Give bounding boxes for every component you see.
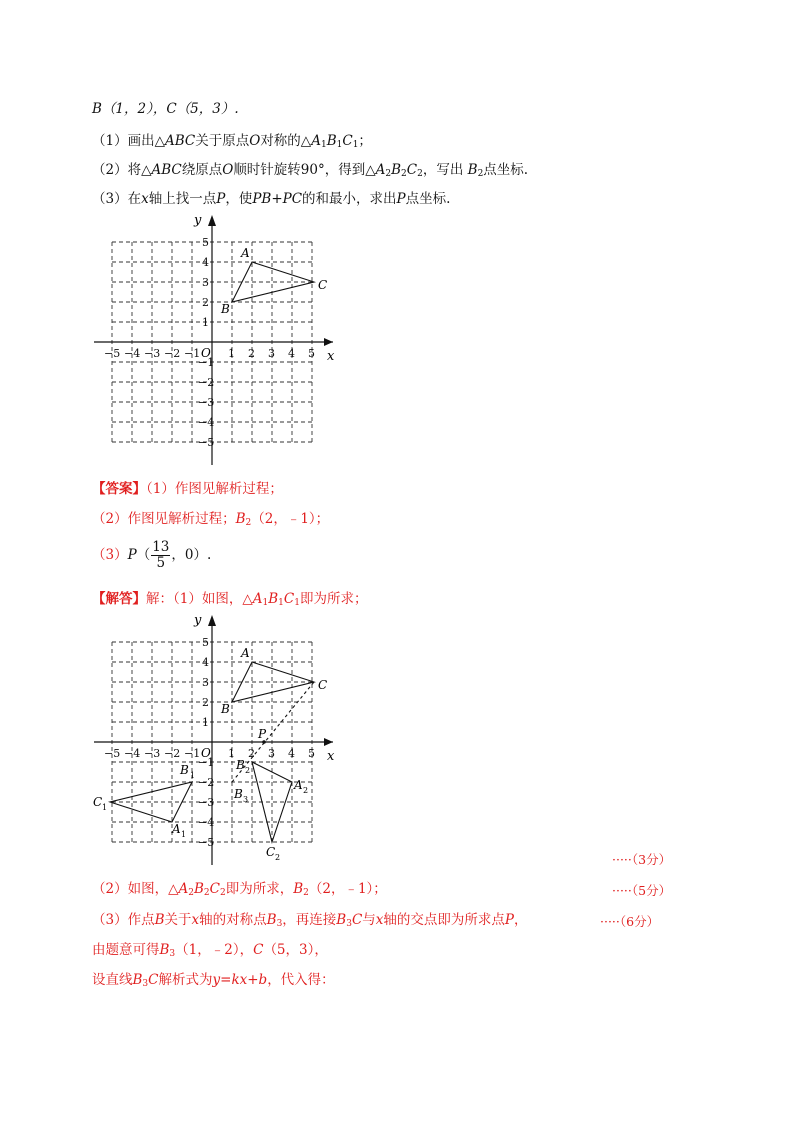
solution-s5-prefix: 设直线: [92, 972, 133, 988]
x-tick-label: 2: [248, 747, 255, 760]
solution-1: 【解答】解：（1）如图，$\triangle A_1B_1C_1$即为所求；: [92, 591, 368, 608]
x-tick-label: 4: [288, 347, 295, 360]
label-b3: B: [234, 787, 243, 801]
solution-s3-mid4: 与: [362, 912, 376, 928]
answer-2: （2）作图见解析过程；$B_2(2$，﹣1）；: [92, 511, 330, 528]
fraction: [151, 540, 170, 571]
solution-s4-prefix: 由题意可得: [92, 942, 160, 958]
q3-p2: P: [396, 191, 406, 207]
q2-o: O: [222, 162, 234, 178]
solution-s2-prefix: （2）如图，: [92, 881, 169, 897]
x-axis-arrow-icon: [324, 738, 333, 746]
q3-mid2: ，使: [225, 191, 253, 207]
question-3: [92, 190, 450, 208]
y-tick-label: 5: [202, 236, 209, 249]
solution-s3-mid3: ，再连接: [282, 912, 337, 928]
q2-mid2: 顺时针旋转90°，得到△: [233, 162, 376, 178]
solution-4: 由题意可得$B_3(1$，﹣2），C（5，3），: [92, 942, 328, 959]
solution-3: （3）作点B关于x轴的对称点$B_3$，再连接$B_3C$与x轴的交点即为所求点P，: [92, 912, 528, 929]
answer-a2-coord: （2，﹣1）；: [251, 511, 330, 527]
answer-tag: 【答案】: [92, 481, 146, 497]
label-c1-sub: 1: [102, 803, 108, 812]
origin-label: O: [201, 746, 211, 760]
x-tick-label: 1: [228, 347, 235, 360]
answer-a1: （1）作图见解析过程；: [146, 481, 283, 497]
x-tick-label: −5: [104, 347, 121, 360]
x-axis-label: x: [327, 349, 335, 364]
solution-s3-mid: 关于: [164, 912, 192, 928]
y-tick-label: 4: [202, 256, 209, 269]
x-tick-label: −3: [144, 347, 161, 360]
q2-b2: 点坐标.: [483, 162, 529, 178]
solution-s3-mid5: 轴的交点即为所求点: [383, 912, 505, 928]
triangle-a2b2c2: [252, 762, 292, 842]
score-6: ·····（6分）: [600, 914, 660, 929]
label-c: C: [318, 678, 328, 692]
x-tick-label: 1: [228, 747, 235, 760]
label-b2-sub: 2: [245, 766, 251, 775]
x-tick-label: 5: [308, 347, 315, 360]
x-tick-label: −1: [184, 347, 201, 360]
solution-s4-coord: （1，﹣2），: [175, 942, 254, 958]
label-a: A: [241, 646, 250, 660]
x-tick-label: −4: [124, 347, 141, 360]
solution-s3-mid2: 轴的对称点: [199, 912, 267, 928]
y-tick-label: 1: [202, 716, 209, 729]
solution-2: （2）如图，$\triangle A_2B_2C_2$即为所求，$B_2(2$，﹣1）；: [92, 881, 387, 898]
x-tick-label: −3: [144, 747, 161, 760]
q3-pbpc: PB+PC: [252, 191, 303, 207]
q1-prefix: （1）画出△: [92, 133, 165, 149]
coordinate-graph-2: [90, 610, 350, 870]
y-tick-label: −3: [198, 796, 215, 809]
q2-mid: 绕原点: [181, 162, 223, 178]
y-tick-label: −5: [198, 436, 215, 449]
y-tick-label: 4: [202, 656, 209, 669]
q3-p: P: [216, 191, 226, 207]
label-c2-sub: 2: [275, 853, 281, 862]
x-tick-label: −5: [104, 747, 121, 760]
x-tick-label: −4: [124, 747, 141, 760]
q3-prefix: （3）在: [92, 191, 142, 207]
label-c: C: [318, 278, 328, 292]
solution-s5-eq: y=kx+b: [212, 972, 268, 988]
score-5: ·····（5分）: [612, 883, 672, 898]
answer-3: （3）P（ $\frac{13}{5}$ ，0）.: [92, 539, 212, 571]
y-axis-label: y: [194, 613, 202, 628]
x-tick-label: 3: [268, 747, 275, 760]
x-tick-label: −2: [164, 347, 181, 360]
x-tick-label: −1: [184, 747, 201, 760]
question-2: （2）将△ABC绕原点O顺时针旋转90°，得到$\triangle A_2B_2C_2$，写出 $B_2$点坐标.: [92, 162, 529, 179]
y-tick-label: 2: [202, 296, 209, 309]
label-b: B: [221, 702, 230, 716]
solution-tag: 【解答】: [92, 591, 146, 607]
label-b2: B: [236, 758, 245, 772]
solution-s2-coord: （2，﹣1）；: [308, 881, 387, 897]
origin-label: O: [201, 346, 211, 360]
label-b1-sub: 1: [190, 771, 196, 780]
solution-s2-mid: 即为所求，: [225, 881, 294, 897]
label-a: A: [241, 246, 250, 260]
answer-a3-tail: ，0）.: [171, 547, 212, 563]
q3-mid3: 的和最小，求出: [302, 191, 397, 207]
y-axis-label: y: [194, 213, 202, 228]
q2-prefix: （2）将△: [92, 162, 152, 178]
q3-x: x: [141, 191, 149, 207]
y-tick-label: 2: [202, 696, 209, 709]
solution-s1: 解：（1）如图，: [146, 591, 243, 607]
solution-5: 设直线$B_3C$解析式为y=kx+b，代入得：: [92, 972, 335, 989]
label-a1: A: [172, 822, 181, 836]
y-tick-label: −3: [198, 396, 215, 409]
x-tick-label: 5: [308, 747, 315, 760]
y-axis-arrow-icon: [208, 615, 216, 626]
coordinate-graph-1: [90, 210, 350, 470]
problem-line-0: [92, 100, 239, 118]
fraction-denominator: 5: [156, 555, 166, 571]
label-a1-sub: 1: [181, 830, 187, 839]
y-tick-label: −4: [198, 816, 215, 829]
solution-s1-tail: 即为所求；: [299, 591, 368, 607]
label-b1: B: [180, 763, 189, 777]
q1-o: O: [249, 133, 261, 149]
solution-s4-c: （5，3），: [263, 942, 328, 958]
y-tick-label: −2: [198, 776, 215, 789]
y-tick-label: 3: [202, 676, 209, 689]
y-tick-label: −1: [198, 756, 215, 769]
q3-suffix: 点坐标.: [405, 191, 451, 207]
answer-1: [92, 480, 283, 498]
q2-tri: ABC: [151, 162, 182, 178]
x-axis-arrow-icon: [324, 338, 333, 346]
q1-mid: 关于原点: [195, 133, 250, 149]
y-tick-label: −2: [198, 376, 215, 389]
y-tick-label: −1: [198, 356, 215, 369]
label-a2-sub: 2: [303, 786, 309, 795]
y-axis-arrow-icon: [208, 215, 216, 226]
x-tick-label: −2: [164, 747, 181, 760]
q1-tri: ABC: [164, 133, 196, 149]
label-b3-sub: 3: [243, 795, 249, 804]
label-p: P: [258, 727, 267, 741]
answer-a2-prefix: （2）作图见解析过程；: [92, 511, 236, 527]
point-b-coord: B（1，2），C（5，3）.: [92, 101, 239, 117]
question-1: （1）画出△ABC关于原点O对称的$\triangle A_1B_1C_1$；: [92, 133, 372, 150]
x-axis-label: x: [327, 749, 335, 764]
solution-s3-prefix: （3）作点: [92, 912, 155, 928]
score-3: ·····（3分）: [612, 852, 672, 867]
x-tick-label: 2: [248, 347, 255, 360]
solution-s5-mid: 解析式为: [158, 972, 213, 988]
fraction-numerator: 13: [152, 539, 170, 555]
x-tick-label: 4: [288, 747, 295, 760]
solution-s5-tail: ，代入得：: [267, 972, 335, 988]
y-tick-label: 5: [202, 636, 209, 649]
q2-suffix: ，写出: [422, 162, 464, 178]
q1-suffix: 对称的△: [260, 133, 312, 149]
answer-a3-prefix: （3）: [92, 547, 128, 563]
x-tick-label: 3: [268, 347, 275, 360]
label-c1: C: [93, 795, 103, 809]
label-a2: A: [294, 778, 303, 792]
label-b: B: [221, 302, 230, 316]
q3-mid: 轴上找一点: [148, 191, 217, 207]
y-tick-label: 3: [202, 276, 209, 289]
y-tick-label: 1: [202, 316, 209, 329]
y-tick-label: −5: [198, 836, 215, 849]
label-c2: C: [266, 845, 276, 859]
y-tick-label: −4: [198, 416, 215, 429]
